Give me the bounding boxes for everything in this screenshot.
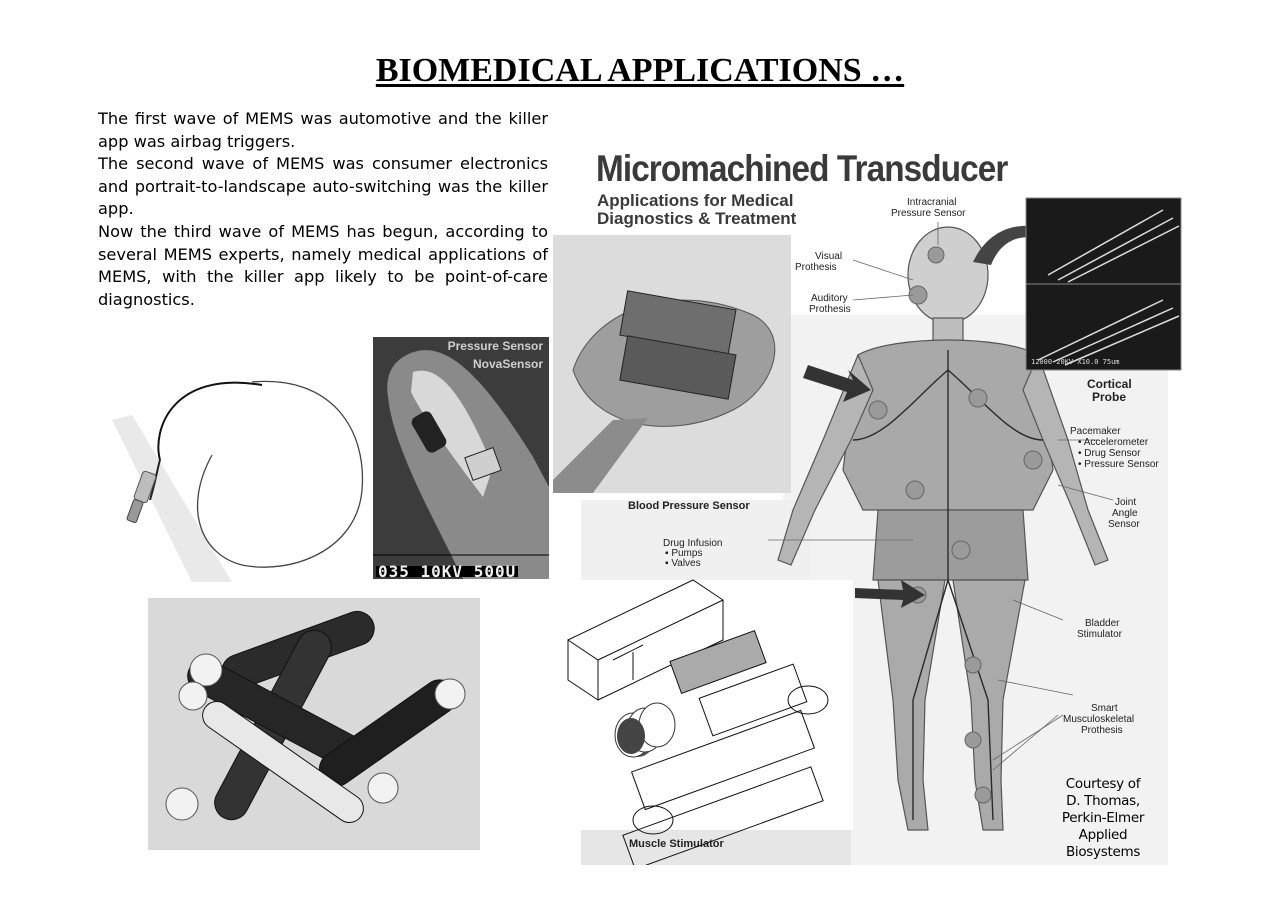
micromachined-transducer-poster <box>553 140 1183 865</box>
courtesy-line-4: Applied <box>1078 827 1128 843</box>
label-visual: Visual <box>815 251 843 262</box>
catheter-wire-photo <box>112 360 374 582</box>
poster-subheading-1: Applications for Medical <box>597 191 794 210</box>
courtesy-line-2: D. Thomas, <box>1066 793 1140 809</box>
label-smart: Smart <box>1091 703 1118 714</box>
label-accelerometer: • Accelerometer <box>1078 437 1149 448</box>
label-musculoskeletal: Musculoskeletal <box>1063 714 1135 725</box>
label-stimulator: Stimulator <box>1077 629 1123 640</box>
pressure-sensor-sem-image <box>373 337 549 579</box>
label-drug-infusion: Drug Infusion <box>663 538 723 549</box>
poster-heading: Micromachined Transducer <box>596 148 1008 189</box>
pressure-sensor-label: Pressure Sensor <box>447 339 543 353</box>
novasensor-label: NovaSensor <box>472 357 543 371</box>
label-pumps: ▪ Pumps <box>665 548 703 559</box>
label-auditory-2: Prothesis <box>809 304 851 315</box>
label-visual-2: Prothesis <box>795 262 837 273</box>
label-blood-pressure-sensor: Blood Pressure Sensor <box>628 500 750 512</box>
label-bladder: Bladder <box>1085 618 1120 629</box>
sem-scale-readout: 035 10KV 500U <box>378 562 517 579</box>
label-valves: ▪ Valves <box>665 558 701 569</box>
label-probe: Probe <box>1092 390 1127 404</box>
label-intracranial-2: Pressure Sensor <box>891 208 966 219</box>
label-auditory: Auditory <box>811 293 848 304</box>
label-drug-sensor: • Drug Sensor <box>1078 448 1141 459</box>
paragraph-first-wave: The first wave of MEMS was automotive and the killer app was airbag triggers. <box>98 109 548 151</box>
paragraph-third-wave: Now the third wave of MEMS has begun, according to several MEMS experts, namely medical applications of MEMS, with the killer app likely to be point-of-care diagnostics. <box>98 221 548 309</box>
courtesy-line-1: Courtesy of <box>1065 776 1141 792</box>
page-title: BIOMEDICAL APPLICATIONS … <box>375 52 905 89</box>
label-intracranial: Intracranial <box>907 197 957 208</box>
courtesy-credit <box>1048 776 1158 861</box>
intro-text <box>98 108 548 311</box>
label-pressure-sensor: • Pressure Sensor <box>1078 459 1159 470</box>
poster-subheading-2: Diagnostics & Treatment <box>597 209 797 228</box>
label-angle: Angle <box>1112 508 1138 519</box>
courtesy-line-5: Biosystems <box>1065 844 1141 860</box>
implant-capsules-photo <box>148 598 480 850</box>
paragraph-second-wave: The second wave of MEMS was consumer electronics and portrait-to-landscape auto-switching was the killer app. <box>98 154 548 219</box>
label-joint: Joint <box>1115 497 1137 508</box>
label-muscle-stimulator: Muscle Stimulator <box>629 838 724 850</box>
label-pacemaker: Pacemaker <box>1070 426 1121 437</box>
sem-caption: 12000 20KV X10.0 75um <box>1031 358 1120 366</box>
label-cortical: Cortical <box>1087 377 1132 391</box>
label-smart-prothesis: Prothesis <box>1081 725 1123 736</box>
label-sensor: Sensor <box>1108 519 1140 530</box>
courtesy-line-3: Perkin-Elmer <box>1061 810 1145 826</box>
